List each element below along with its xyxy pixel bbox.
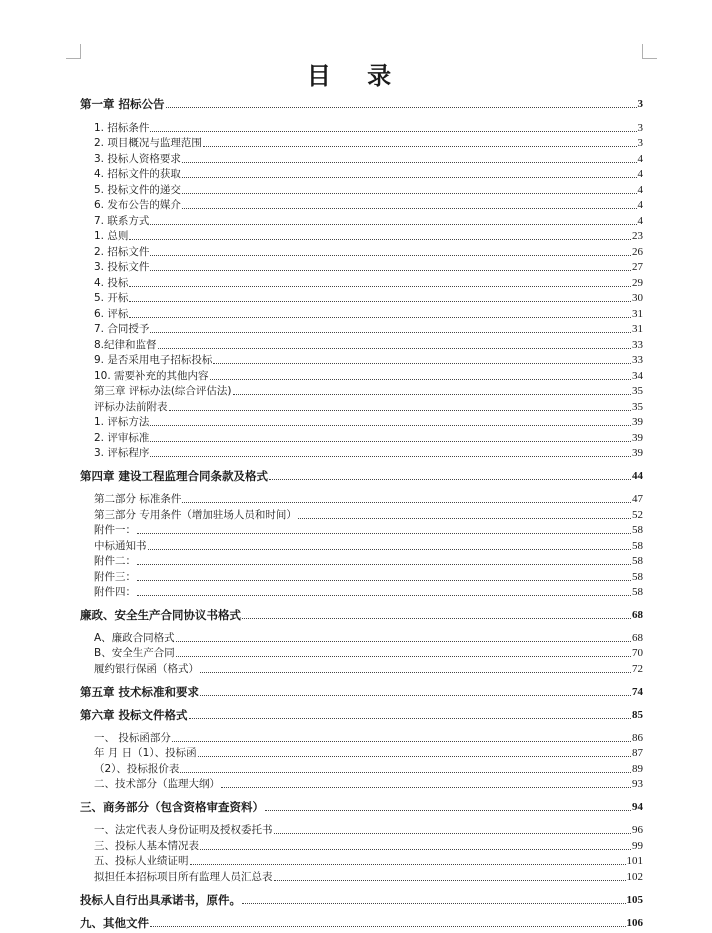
toc-entry[interactable] [80, 275, 643, 290]
toc-page-number: 93 [632, 778, 643, 790]
dot-leader [129, 239, 631, 240]
toc-entry[interactable] [80, 321, 643, 336]
toc-entry[interactable] [80, 182, 643, 197]
toc-page-number: 58 [632, 586, 643, 598]
toc-entry-label: 投标人自行出具承诺书，原件。 [80, 893, 241, 907]
dot-leader [198, 756, 631, 757]
toc-entry[interactable] [80, 761, 643, 776]
toc-entry[interactable] [80, 337, 643, 352]
toc-page-number: 101 [626, 855, 643, 867]
dot-leader [200, 672, 631, 673]
toc-page-number: 68 [632, 632, 643, 644]
toc-entry-label: 中标通知书 [94, 540, 147, 552]
toc-page-number: 27 [632, 261, 643, 273]
dot-leader [172, 741, 631, 742]
toc-entry-label: 附件四： [94, 586, 136, 598]
page-title: 目 录 [306, 61, 406, 90]
toc-entry-label: 3. 投标文件 [94, 261, 150, 273]
toc-page-number: 33 [632, 339, 643, 351]
dot-leader [150, 255, 631, 256]
toc-page-number: 99 [632, 840, 643, 852]
toc-entry-label: 10. 需要补充的其他内容 [94, 370, 209, 382]
toc-entry-label: 2. 评审标准 [94, 432, 150, 444]
toc-entry[interactable] [80, 306, 643, 321]
dot-leader [233, 394, 631, 395]
toc-chapter-entry[interactable] [80, 607, 643, 622]
toc-entry[interactable] [80, 151, 643, 166]
toc-page-number: 35 [632, 385, 643, 397]
toc-entry-label: 5. 开标 [94, 292, 129, 304]
dot-leader [176, 641, 631, 642]
toc-page-number: 31 [632, 323, 643, 335]
toc-page-number: 96 [632, 824, 643, 836]
toc-entry-label: 三、投标人基本情况表 [94, 840, 199, 852]
toc-entry-label: 履约银行保函（格式） [94, 663, 199, 675]
toc-page-number: 39 [632, 416, 643, 428]
toc-page-number: 106 [626, 917, 643, 929]
toc-page-number: 68 [632, 609, 643, 621]
toc-entry-label: 拟担任本招标项目所有监理人员汇总表 [94, 871, 273, 883]
toc-page-number: 3 [637, 98, 643, 110]
toc-page-number: 58 [632, 555, 643, 567]
dot-leader [265, 810, 631, 811]
toc-page-number: 58 [632, 540, 643, 552]
toc-entry[interactable] [80, 445, 643, 460]
dot-leader [137, 564, 631, 565]
toc-entry[interactable] [80, 745, 643, 760]
toc-entry-label: 第二部分 标准条件 [94, 493, 182, 505]
toc-page-number: 105 [626, 894, 643, 906]
toc-entry[interactable] [80, 838, 643, 853]
toc-entry-label: 第六章 投标文件格式 [80, 708, 188, 722]
dot-leader [150, 224, 636, 225]
dot-leader [221, 787, 631, 788]
toc-entry[interactable] [80, 259, 643, 274]
toc-entry[interactable] [80, 290, 643, 305]
toc-page-number: 86 [632, 732, 643, 744]
dot-leader [150, 332, 631, 333]
dot-leader [182, 502, 631, 503]
toc-entry-label: 9. 是否采用电子招标投标 [94, 354, 213, 366]
toc-entry[interactable] [80, 853, 643, 868]
toc-entry[interactable] [80, 197, 643, 212]
toc-entry[interactable] [80, 414, 643, 429]
dot-leader [150, 926, 626, 927]
toc-entry[interactable] [80, 538, 643, 553]
toc-entry[interactable] [80, 228, 643, 243]
toc-entry-label: 3. 投标人资格要求 [94, 153, 181, 165]
toc-chapter-entry[interactable] [80, 915, 643, 930]
dot-leader [274, 880, 626, 881]
toc-entry-label: 4. 招标文件的获取 [94, 168, 181, 180]
toc-chapter-entry[interactable] [80, 707, 643, 722]
dot-leader [150, 441, 631, 442]
toc-page-number: 89 [632, 763, 643, 775]
toc-entry-label: 3. 评标程序 [94, 447, 150, 459]
toc-page-number: 72 [632, 663, 643, 675]
toc-entry-label: A、廉政合同格式 [94, 632, 175, 644]
toc-page-number: 87 [632, 747, 643, 759]
toc-entry-label: 三、商务部分（包含资格审查资料） [80, 800, 264, 814]
dot-leader [129, 301, 631, 302]
toc-entry-label: 1. 招标条件 [94, 122, 150, 134]
toc-entry-label: 评标办法前附表 [94, 401, 168, 413]
toc-page-number: 35 [632, 401, 643, 413]
dot-leader [182, 162, 637, 163]
toc-entry-label: 一、法定代表人身份证明及授权委托书 [94, 824, 273, 836]
toc-page-number: 52 [632, 509, 643, 521]
dot-leader [213, 363, 631, 364]
toc-entry-label: 6. 发布公告的媒介 [94, 199, 181, 211]
toc-page-number: 3 [637, 122, 643, 134]
dot-leader [150, 131, 636, 132]
toc-entry[interactable] [80, 430, 643, 445]
toc-entry[interactable] [80, 569, 643, 584]
dot-leader [182, 208, 637, 209]
toc-chapter-entry[interactable] [80, 96, 643, 111]
toc-page-number: 4 [637, 168, 643, 180]
toc-page-number: 33 [632, 354, 643, 366]
toc-entry[interactable] [80, 869, 643, 884]
dot-leader [180, 772, 631, 773]
toc-entry-label: 第四章 建设工程监理合同条款及格式 [80, 469, 269, 483]
toc-page-number: 102 [626, 871, 643, 883]
dot-leader [274, 833, 632, 834]
toc-page-number: 4 [637, 153, 643, 165]
toc-entry[interactable] [80, 522, 643, 537]
toc-page-number: 30 [632, 292, 643, 304]
toc-page-number: 34 [632, 370, 643, 382]
dot-leader [200, 695, 631, 696]
toc-entry-label: 7. 联系方式 [94, 215, 150, 227]
toc-page-number: 58 [632, 571, 643, 583]
dot-leader [176, 656, 631, 657]
dot-leader [242, 903, 626, 904]
toc-chapter-entry[interactable] [80, 892, 643, 907]
toc-entry[interactable] [80, 661, 643, 676]
toc-chapter-entry[interactable] [80, 684, 643, 699]
toc-entry-label: 二、技术部分（监理大纲） [94, 778, 220, 790]
toc-entry-label: 一、 投标函部分 [94, 732, 171, 744]
toc-entry[interactable] [80, 383, 643, 398]
dot-leader [190, 864, 626, 865]
toc-entry-label: 8.纪律和监督 [94, 339, 157, 351]
dot-leader [182, 177, 637, 178]
dot-leader [200, 849, 631, 850]
toc-page-number: 94 [632, 801, 643, 813]
toc-page-number: 44 [632, 470, 643, 482]
toc-page-number: 4 [637, 199, 643, 211]
toc-entry[interactable] [80, 645, 643, 660]
toc-entry-label: 6. 评标 [94, 308, 129, 320]
toc-page-number: 31 [632, 308, 643, 320]
toc-entry[interactable] [80, 352, 643, 367]
dot-leader [150, 270, 631, 271]
toc-entry[interactable] [80, 368, 643, 383]
toc-entry-label: 五、投标人业绩证明 [94, 855, 189, 867]
toc-entry-label: 第三部分 专用条件（增加驻场人员和时间） [94, 509, 297, 521]
toc-page-number: 26 [632, 246, 643, 258]
toc-page-number: 70 [632, 647, 643, 659]
toc-entry-label: （2）、投标报价表 [94, 763, 180, 775]
dot-leader [150, 425, 631, 426]
dot-leader [158, 348, 631, 349]
dot-leader [182, 193, 637, 194]
toc-chapter-entry[interactable] [80, 799, 643, 814]
toc-page-number: 4 [637, 184, 643, 196]
dot-leader [166, 107, 637, 108]
toc-entry[interactable] [80, 213, 643, 228]
dot-leader [189, 718, 631, 719]
toc-entry-label: 4. 投标 [94, 277, 129, 289]
toc-entry-label: 附件三： [94, 571, 136, 583]
toc-entry-label: 2. 招标文件 [94, 246, 150, 258]
toc-page-number: 29 [632, 277, 643, 289]
toc-entry-label: 2. 项目概况与监理范围 [94, 137, 202, 149]
dot-leader [203, 146, 637, 147]
toc-entry[interactable] [80, 135, 643, 150]
toc-entry-label: 第一章 招标公告 [80, 97, 165, 111]
toc-entry[interactable] [80, 730, 643, 745]
toc-entry-label: 附件二： [94, 555, 136, 567]
toc-entry-label: 第五章 技术标准和要求 [80, 685, 200, 699]
toc-entry[interactable] [80, 630, 643, 645]
toc-page-number: 4 [637, 215, 643, 227]
dot-leader [210, 379, 631, 380]
toc-entry[interactable] [80, 491, 643, 506]
dot-leader [269, 479, 631, 480]
toc-entry-label: 1. 评标方法 [94, 416, 150, 428]
toc-entry-label: 廉政、安全生产合同协议书格式 [80, 608, 241, 622]
dot-leader [150, 456, 631, 457]
toc-entry-label: 第三章 评标办法(综合评估法) [94, 385, 232, 397]
toc-page-number: 47 [632, 493, 643, 505]
toc-entry[interactable] [80, 507, 643, 522]
dot-leader [137, 595, 631, 596]
toc-page-number: 39 [632, 432, 643, 444]
dot-leader [129, 286, 631, 287]
dot-leader [137, 533, 631, 534]
toc-entry[interactable] [80, 166, 643, 181]
toc-chapter-entry[interactable] [80, 468, 643, 483]
toc-entry-label: 7. 合同授予 [94, 323, 150, 335]
toc-page-number: 74 [632, 686, 643, 698]
toc-entry[interactable] [80, 822, 643, 837]
dot-leader [137, 580, 631, 581]
toc-entry-label: 1. 总则 [94, 230, 129, 242]
toc-page-number: 58 [632, 524, 643, 536]
dot-leader [298, 518, 631, 519]
toc-page-number: 3 [637, 137, 643, 149]
toc-entry[interactable] [80, 584, 643, 599]
toc-entry-label: 5. 投标文件的递交 [94, 184, 181, 196]
toc-entry[interactable] [80, 399, 643, 414]
toc-entry[interactable] [80, 120, 643, 135]
toc-entry[interactable] [80, 553, 643, 568]
toc-entry[interactable] [80, 776, 643, 791]
dot-leader [169, 410, 632, 411]
dot-leader [242, 618, 631, 619]
toc-entry-label: 附件一： [94, 524, 136, 536]
toc-page-number: 39 [632, 447, 643, 459]
toc-entry[interactable] [80, 244, 643, 259]
toc-page-number: 23 [632, 230, 643, 242]
toc-page-number: 85 [632, 709, 643, 721]
dot-leader [129, 317, 631, 318]
toc-entry-label: 年 月 日（1）、投标函 [94, 747, 197, 759]
toc-entry-label: 九、其他文件 [80, 916, 149, 930]
dot-leader [148, 549, 632, 550]
toc-entry-label: B、安全生产合同 [94, 647, 175, 659]
